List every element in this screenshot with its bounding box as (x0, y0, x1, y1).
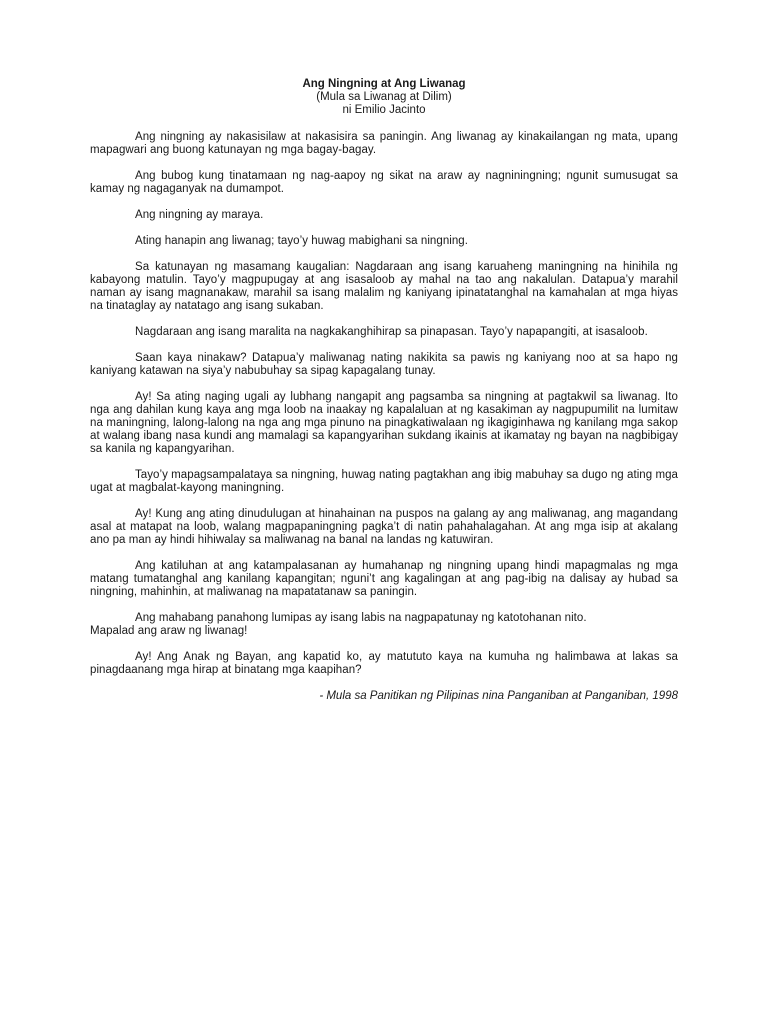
paragraph-5: Sa katunayan ng masamang kaugalian: Nagdaraan ang isang karuaheng maningning na hinihila ng kabayong matulin. Tayo’y magpupugay at ang isasaloob ay mahal na tao ang nakalulan. Datapua’y marahil naman ay isang magnanakaw, marahil sa isang malalim ng kaniyang ipinatatanghal na kamahalan at mga hiyas na tinataglay ay natatago ang isang sukaban. (90, 261, 678, 312)
essay-author: ni Emilio Jacinto (342, 104, 426, 116)
essay-title: Ang Ningning at Ang Liwanag (302, 78, 466, 90)
source-citation: - Mula sa Panitikan ng Pilipinas nina Panganiban at Panganiban, 1998 (319, 690, 678, 702)
essay-subtitle: (Mula sa Liwanag at Dilim) (316, 91, 452, 103)
paragraph-8: Ay! Sa ating naging ugali ay lubhang nangapit ang pagsamba sa ningning at pagtakwil sa liwanag. Ito nga ang dahilan kung kaya ang mga loob na inaakay ng kapalaluan at ng kasakiman ay nagpupumilit na lumitaw na maningning, lalong-lalong na nga ang mga pinuno na pinagkatiwalaan ng ikagiginhawa ng kanilang mga sakop at walang ibang nasa kundi ang mamalagi sa kapangyarihan sukdang ikainis at ikamatay ng bayan na nagbibigay sa kanila ng kapangyarihan. (90, 391, 678, 455)
closing-paragraph (90, 612, 678, 638)
final-paragraph: Ay! Ang Anak ng Bayan, ang kapatid ko, ay matututo kaya na kumuha ng halimbawa at lakas sa pinagdaanang mga hirap at binatang mga kaapihan? (90, 651, 678, 676)
paragraph-6: Nagdaraan ang isang maralita na nagkakanghihirap sa pinapasan. Tayo’y napapangiti, at isasaloob. (135, 326, 648, 338)
paragraph-4: Ating hanapin ang liwanag; tayo’y huwag mabighani sa ningning. (135, 235, 468, 247)
document-page (90, 78, 678, 703)
closing-line-1: Ang mahabang panahong lumipas ay isang labis na nagpapatunay ng katotohanan nito. (135, 612, 587, 624)
closing-line-2: Mapalad ang araw ng liwanag! (90, 625, 248, 637)
document-header (90, 78, 678, 117)
paragraph-10: Ay! Kung ang ating dinudulugan at hinahainan na puspos na galang ay ang maliwanag, ang magandang asal at matapat na loob, walang magpapaningning pagka’t di natin pahahalagahan. At ang mga isip at akalang ano pa man ay hindi hihiwalay sa maliwanag na banal na landas ng katuwiran. (90, 508, 678, 546)
paragraph-9: Tayo’y mapagsampalataya sa ningning, huwag nating pagtakhan ang ibig mabuhay sa dugo ng ating mga ugat at magbalat-kayong maningning. (90, 469, 678, 494)
paragraph-2: Ang bubog kung tinatamaan ng nag-aapoy ng sikat na araw ay nagniningning; ngunit sumusugat sa kamay ng nagaganyak na dumampot. (90, 170, 678, 195)
paragraph-7: Saan kaya ninakaw? Datapua’y maliwanag nating nakikita sa pawis ng kaniyang noo at sa hapo ng kaniyang katawan na siya’y nabubuhay sa sipag kapagalang tunay. (90, 352, 678, 377)
paragraph-1: Ang ningning ay nakasisilaw at nakasisira sa paningin. Ang liwanag ay kinakailangan ng mata, upang mapagwari ang buong katunayan ng mga bagay-bagay. (90, 131, 678, 156)
paragraph-11: Ang katiluhan at ang katampalasanan ay humahanap ng ningning upang hindi mapagmalas ng mga matang tumatanghal ang kanilang kapangitan; nguni’t ang kagalingan at ang pag-ibig na dalisay ay hubad sa ningning, mahinhin, at maliwanag na mapatatanaw sa paningin. (90, 560, 678, 598)
paragraph-3: Ang ningning ay maraya. (135, 209, 264, 221)
